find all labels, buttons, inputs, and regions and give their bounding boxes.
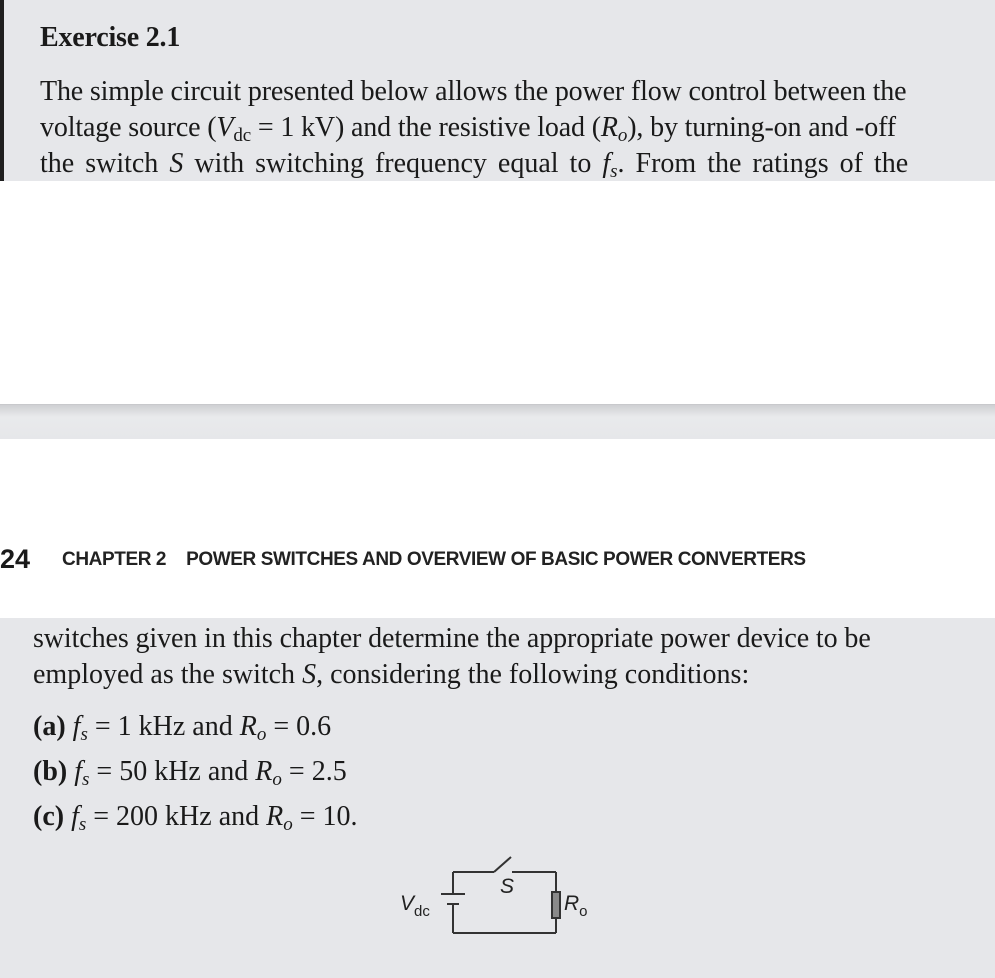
load-resistor bbox=[552, 892, 560, 918]
continuation-line-1: switches given in this chapter determine the appropriate power device to be bbox=[33, 623, 871, 654]
page-break-separator bbox=[0, 404, 995, 439]
load-label: $R_o$ bbox=[564, 892, 588, 920]
exercise-left-rule bbox=[0, 0, 4, 181]
switch-label: S bbox=[500, 875, 515, 898]
condition-b: (b) $f_s = 50$ kHz and $R_o = 2.5$ bbox=[33, 756, 347, 790]
chapter-title: POWER SWITCHES AND OVERVIEW OF BASIC POWER CONVERTERS bbox=[186, 549, 806, 570]
source-label: $V_{dc}$ bbox=[400, 892, 430, 920]
circuit-diagram bbox=[396, 848, 606, 943]
exercise-line-2: voltage source ($V_{dc} = 1$ kV) and the resistive load $(R_o)$, by turning-on and -off bbox=[40, 112, 896, 146]
page-number: 24 bbox=[0, 544, 31, 574]
continuation-line-2: employed as the switch S, considering the following conditions: bbox=[33, 659, 750, 690]
chapter-label: CHAPTER 2 bbox=[62, 549, 167, 570]
exercise-line-3: the switch S with switching frequency equal to $f_s$. From the ratings of the bbox=[40, 148, 909, 182]
condition-a: (a) $f_s = 1$ kHz and $R_o = 0.6$ bbox=[33, 711, 332, 745]
exercise-box bbox=[0, 0, 995, 181]
exercise-line-1: The simple circuit presented below allows the power flow control between the bbox=[40, 76, 907, 107]
condition-c: (c) $f_s = 200$ kHz and $R_o = 10$. bbox=[33, 801, 358, 835]
running-header bbox=[62, 548, 806, 572]
switch-blade bbox=[494, 857, 511, 872]
exercise-title: Exercise 2.1 bbox=[40, 22, 181, 53]
